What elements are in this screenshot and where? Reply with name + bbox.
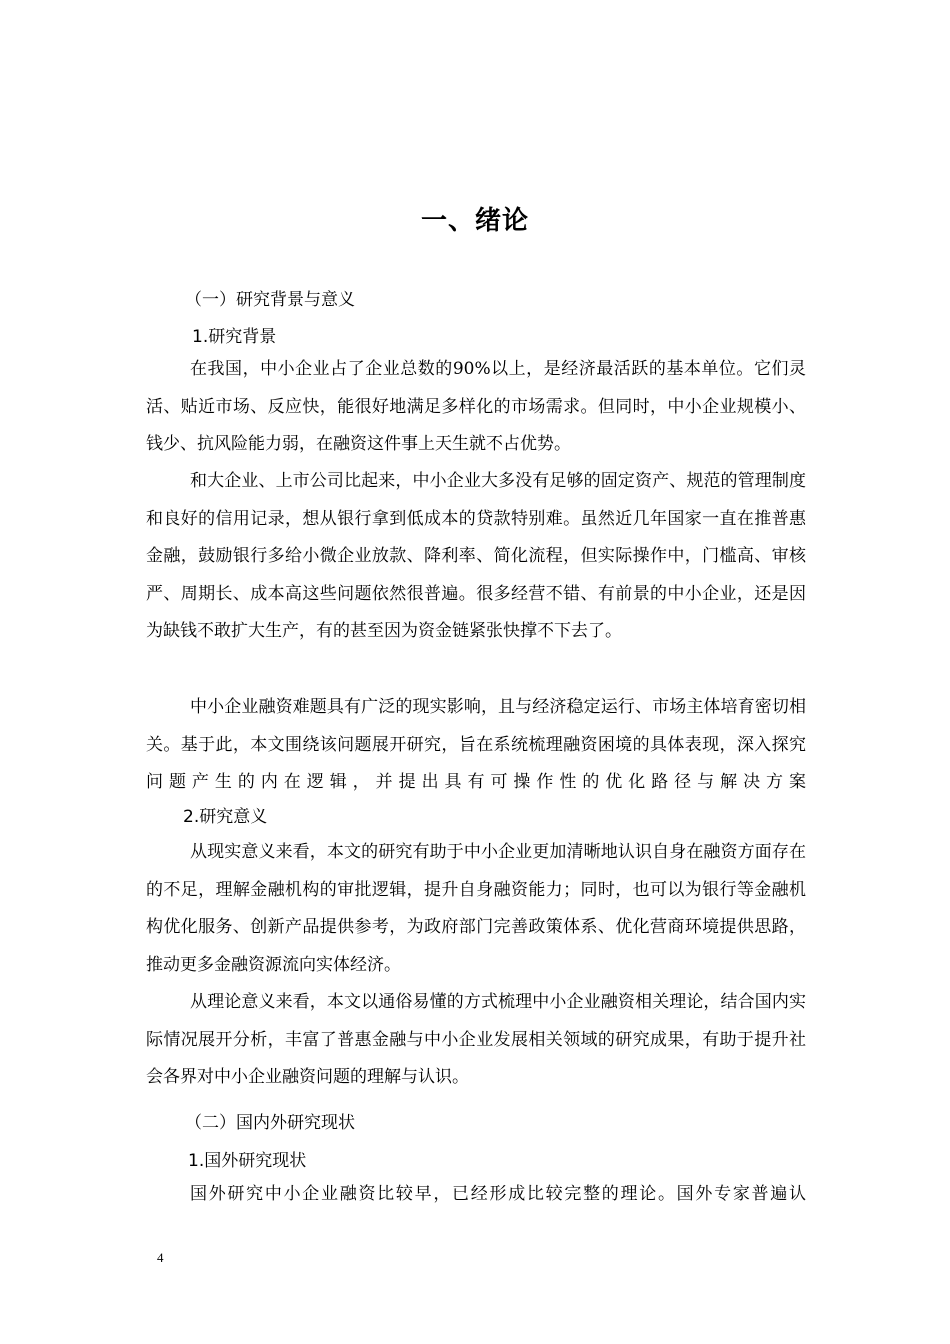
paragraph-background-2: 和大企业、上市公司比起来，中小企业大多没有足够的固定资产、规范的管理制度和良好的信用记录，想从银行拿到低成本的贷款特别难。虽然近几年国家一直在推普惠金融，鼓励银行多给小微企业放款、降利率、简化流程，但实际操作中，门槛高、审核严、周期长、成本高这些问题依然很普遍。很多经营不错、有前景的中小企业，还是因为缺钱不敢扩大生产，有的甚至因为资金链紧张快撑不下去了。 [146,471,806,642]
subsection-heading-research-background: 1.研究背景 [192,327,277,347]
paragraph-significance-2: 从理论意义来看，本文以通俗易懂的方式梳理中小企业融资相关理论，结合国内实际情况展开分析，丰富了普惠金融与中小企业发展相关领域的研究成果，有助于提升社会各界对中小企业融资问题的理解与认识。 [146,992,806,1088]
subsection-heading-foreign-research: 1.国外研究现状 [188,1151,307,1171]
page-number: 4 [157,1250,164,1265]
section-heading-2: （二）国内外研究现状 [185,1113,355,1133]
chapter-title: 一、绪论 [420,206,529,236]
paragraph-background-1: 在我国，中小企业占了企业总数的90%以上，是经济最活跃的基本单位。它们灵活、贴近市场、反应快，能很好地满足多样化的市场需求。但同时，中小企业规模小、钱少、抗风险能力弱，在融资这件事上天生就不占优势。 [146,359,806,455]
paragraph-background-3: 中小企业融资难题具有广泛的现实影响，且与经济稳定运行、市场主体培育密切相关。基于此，本文围绕该问题展开研究，旨在系统梳理融资困境的具体表现，深入探究问题产生的内在逻辑，并提出具有可操作性的优化路径与解决方案 [146,697,806,793]
paragraph-foreign-research-1: 国外研究中小企业融资比较早，已经形成比较完整的理论。国外专家普遍认 [190,1184,806,1204]
subsection-heading-research-significance: 2.研究意义 [183,807,268,827]
paragraph-significance-1: 从现实意义来看，本文的研究有助于中小企业更加清晰地认识自身在融资方面存在的不足，理解金融机构的审批逻辑，提升自身融资能力；同时，也可以为银行等金融机构优化服务、创新产品提供参考，为政府部门完善政策体系、优化营商环境提供思路，推动更多金融资源流向实体经济。 [146,842,806,975]
section-heading-1: （一）研究背景与意义 [185,290,355,310]
